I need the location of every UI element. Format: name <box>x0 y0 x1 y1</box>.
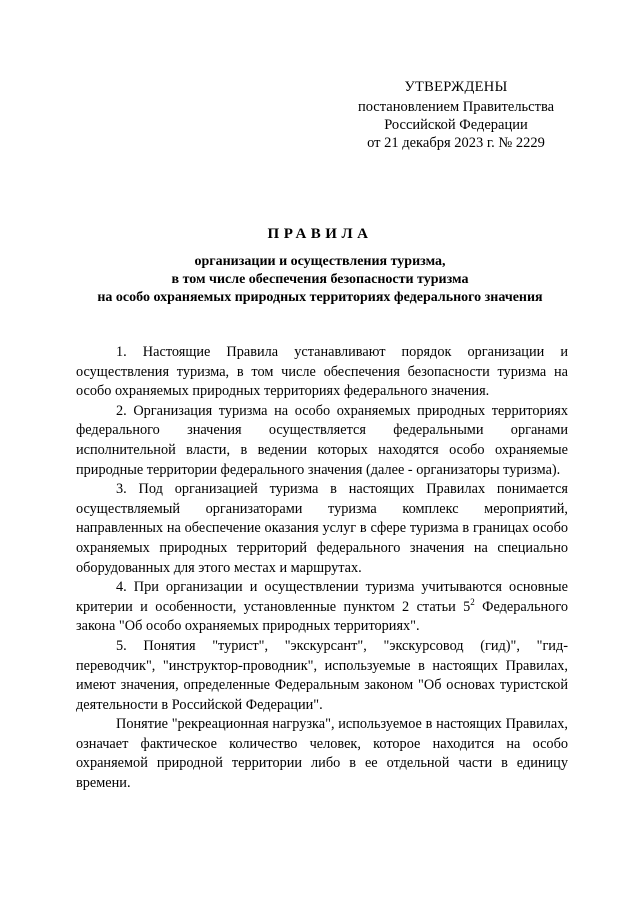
approval-line: постановлением Правительства <box>357 99 555 115</box>
subtitle-line: организации и осуществления туризма, <box>194 254 446 269</box>
document-body <box>76 343 568 794</box>
approval-line: Российской Федерации <box>384 117 528 133</box>
subtitle-line: в том числе обеспечения безопасности туризма <box>171 272 469 287</box>
paragraph-4 <box>76 578 568 637</box>
approval-block <box>340 78 572 152</box>
approval-line: от 21 декабря 2023 г. № 2229 <box>367 135 545 151</box>
paragraph-4-text-end: Федерального закона "Об особо охраняемых природных территориях". <box>76 598 568 635</box>
paragraph-1: 1. Настоящие Правила устанавливают порядок организации и осуществления туризма, в том числе обеспечения безопасности туризма на особо охраняемых природных территориях федерального значения. <box>76 344 568 400</box>
document-title: ПРАВИЛА <box>267 226 373 242</box>
subtitle-line: на особо охраняемых природных территориях федерального значения <box>97 290 543 305</box>
paragraph-6: Понятие "рекреационная нагрузка", используемое в настоящих Правилах, означает фактическое количество человек, которое находится на особо охраняемой природной территории либо в ее отдельной части в единицу времени. <box>76 716 568 792</box>
article-superscript: 2 <box>470 596 475 607</box>
paragraph-4-text: 4. При организации и осуществлении туризма учитываются основные критерии и особенности, установленные пунктом 2 статьи 5 <box>76 579 568 615</box>
approval-heading: УТВЕРЖДЕНЫ <box>404 79 508 95</box>
paragraph-3: 3. Под организацией туризма в настоящих Правилах понимается осуществляемый организаторами туризма комплекс мероприятий, направленных на обеспечение оказания услуг в сфере туризма в границах особо охраняемых природных территорий федерального значения на специально оборудованных для этого местах и маршрутах. <box>76 481 568 576</box>
document-subtitle <box>60 253 580 307</box>
paragraph-2: 2. Организация туризма на особо охраняемых природных территориях федерального значения осуществляется федеральными органами исполнительной власти, в ведении которых находятся особо охраняемые природные территории федерального значения (далее - организаторы туризма). <box>76 402 568 478</box>
paragraph-5: 5. Понятия "турист", "экскурсант", "экскурсовод (гид)", "гид-переводчик", "инструктор-проводник", используемые в настоящих Правилах, имеют значения, определенные Федеральным законом "Об основах туристской деятельности в Российской Федерации". <box>76 637 568 713</box>
